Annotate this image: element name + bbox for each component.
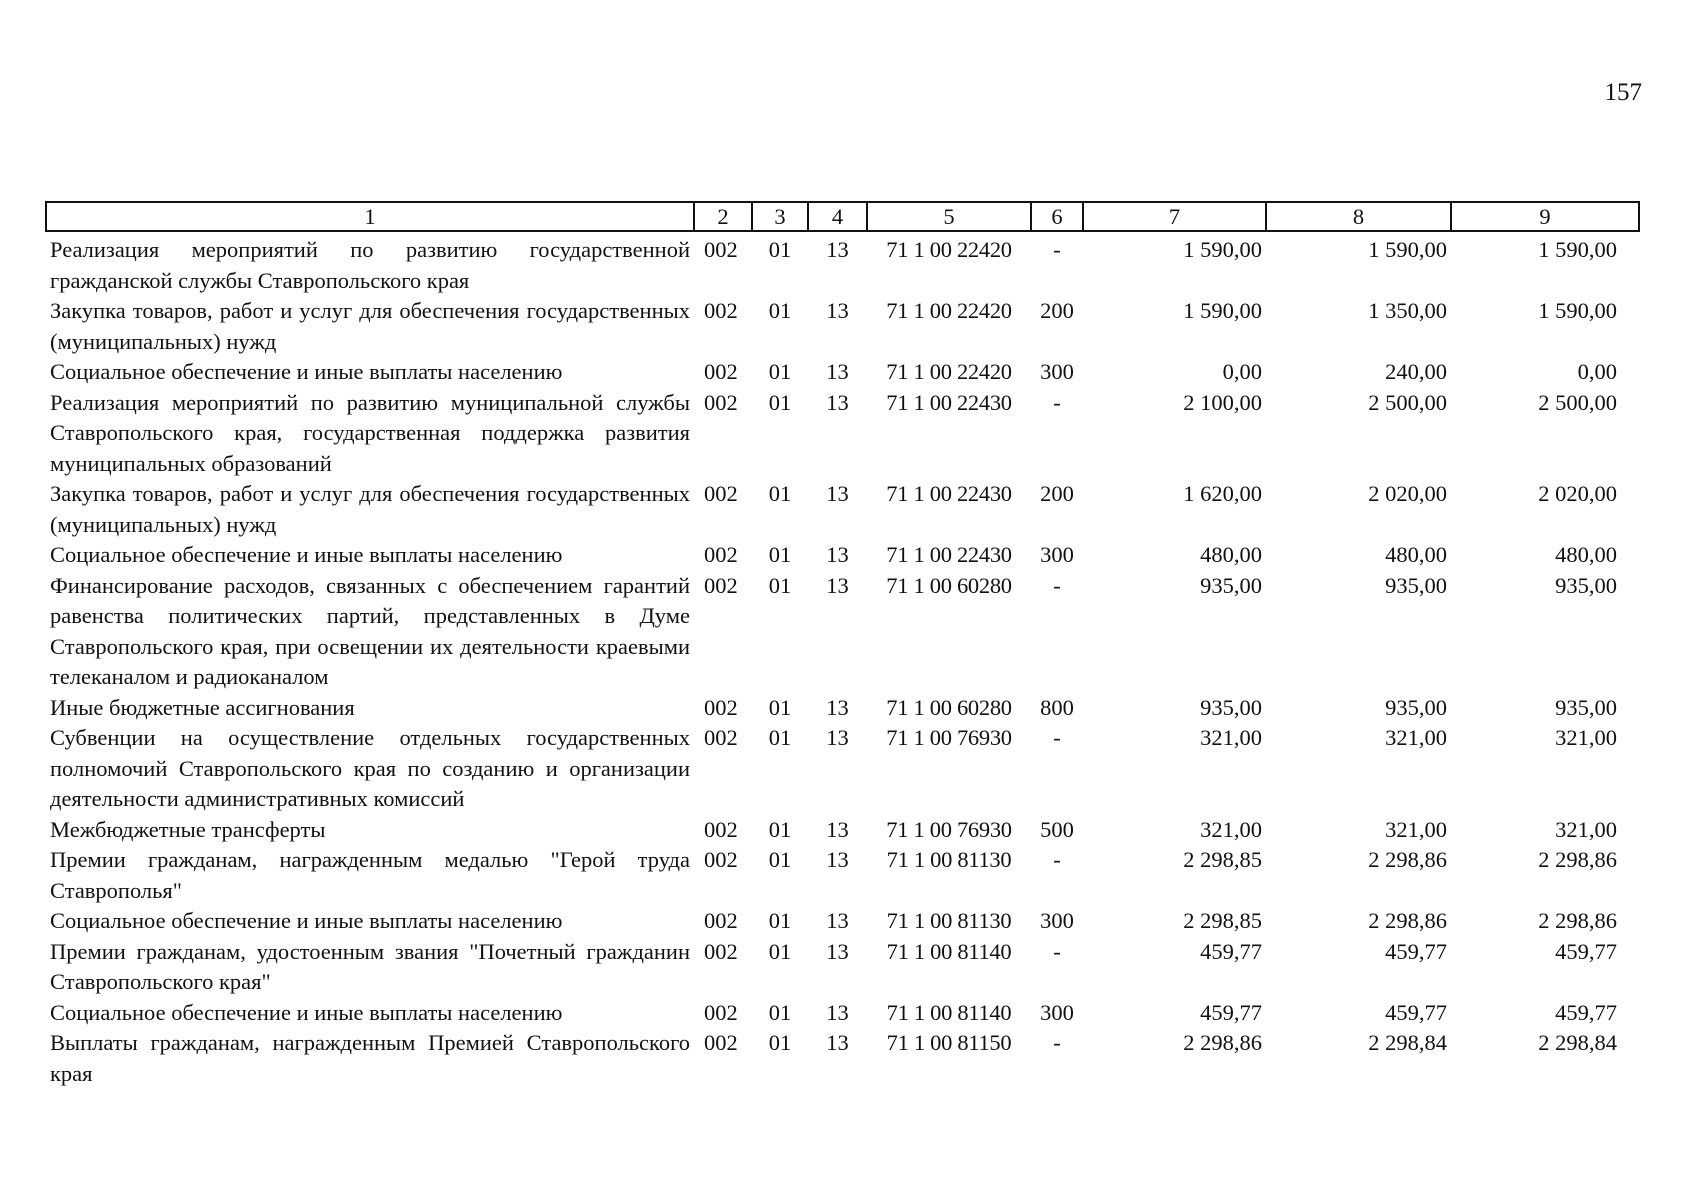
section-code: 01: [768, 694, 792, 720]
header-col-2: 2: [694, 202, 752, 231]
table-row: [46, 723, 1639, 815]
ministry-code: 002: [704, 694, 738, 720]
table-row: [46, 693, 1639, 724]
expense-name: Премии гражданам, награжденным медалью "Герой труда Ставрополья": [50, 847, 690, 903]
ministry-code: 002: [704, 237, 738, 262]
ministry-code: 002: [704, 542, 738, 567]
expense-name: Социальное обеспечение и иные выплаты населению: [50, 999, 563, 1025]
ministry-code: 002: [704, 359, 738, 384]
expense-type-code: -: [1053, 237, 1061, 262]
amount-col-9: 2 298,86: [1538, 847, 1617, 872]
section-code: 01: [768, 847, 792, 872]
amount-col-7: 0,00: [1222, 359, 1262, 384]
expense-name: Выплаты гражданам, награжденным Премией Ставропольского края: [50, 1030, 690, 1086]
page-number: 157: [1604, 79, 1642, 106]
header-col-9: 9: [1451, 202, 1639, 231]
amount-col-8: 2 020,00: [1368, 481, 1447, 506]
header-col-1: 1: [46, 202, 694, 231]
ministry-code: 002: [704, 1030, 738, 1055]
table-row: [46, 231, 1639, 296]
ministry-code: 002: [704, 816, 738, 842]
expense-type-code: -: [1053, 1030, 1061, 1055]
expense-type-code: 500: [1040, 816, 1074, 842]
section-code: 01: [768, 572, 792, 598]
ministry-code: 002: [704, 847, 738, 872]
target-article-code: 71 1 00 81130: [886, 847, 1012, 872]
subsection-code: 13: [826, 389, 849, 415]
header-col-8: 8: [1266, 202, 1451, 231]
section-code: 01: [768, 999, 792, 1025]
table-row: [46, 388, 1639, 480]
ministry-code: 002: [704, 938, 738, 964]
subsection-code: 13: [826, 725, 849, 750]
header-col-6: 6: [1031, 202, 1083, 231]
amount-col-8: 2 298,86: [1368, 847, 1447, 872]
expense-name: Премии гражданам, удостоенным звания "Почетный гражданин Ставропольского края": [50, 938, 690, 994]
amount-col-8: 459,77: [1385, 938, 1447, 964]
amount-col-7: 935,00: [1200, 572, 1262, 598]
budget-table: [45, 201, 1640, 1089]
amount-col-9: 935,00: [1555, 694, 1617, 720]
section-code: 01: [768, 481, 792, 506]
amount-col-8: 2 298,84: [1368, 1030, 1447, 1055]
expense-name: Реализация мероприятий по развитию муниципальной службы Ставропольского края, государственная поддержка развития муниципальных образований: [50, 389, 690, 476]
expense-name: Закупка товаров, работ и услуг для обеспечения государственных (муниципальных) нужд: [50, 481, 690, 537]
subsection-code: 13: [826, 694, 849, 720]
amount-col-7: 2 298,85: [1183, 847, 1262, 872]
expense-type-code: 300: [1040, 908, 1074, 933]
amount-col-8: 321,00: [1385, 725, 1447, 750]
expense-type-code: 200: [1040, 298, 1074, 323]
expense-type-code: 300: [1040, 542, 1074, 567]
amount-col-9: 2 298,86: [1538, 908, 1617, 933]
amount-col-8: 240,00: [1385, 359, 1447, 384]
target-article-code: 71 1 00 81150: [886, 1030, 1012, 1055]
subsection-code: 13: [826, 938, 849, 964]
amount-col-9: 459,77: [1555, 999, 1617, 1025]
expense-name: Закупка товаров, работ и услуг для обеспечения государственных (муниципальных) нужд: [50, 298, 690, 354]
table-row: [46, 357, 1639, 388]
target-article-code: 71 1 00 81130: [886, 908, 1012, 933]
amount-col-7: 2 298,85: [1183, 908, 1262, 933]
expense-name: Субвенции на осуществление отдельных государственных полномочий Ставропольского края по созданию и организации деятельности административных комиссий: [50, 725, 690, 811]
section-code: 01: [768, 389, 792, 415]
subsection-code: 13: [826, 542, 849, 567]
ministry-code: 002: [704, 999, 738, 1025]
ministry-code: 002: [704, 908, 738, 933]
table-row: [46, 296, 1639, 357]
amount-col-9: 1 590,00: [1538, 237, 1617, 262]
amount-col-8: 2 500,00: [1368, 389, 1447, 415]
table-row: [46, 1028, 1639, 1089]
amount-col-8: 321,00: [1385, 816, 1447, 842]
table-row: [46, 937, 1639, 998]
target-article-code: 71 1 00 76930: [886, 816, 1012, 842]
expense-name: Межбюджетные трансферты: [50, 816, 326, 842]
target-article-code: 71 1 00 22420: [886, 237, 1012, 262]
table-header: [46, 202, 1639, 231]
subsection-code: 13: [826, 1030, 849, 1055]
ministry-code: 002: [704, 572, 738, 598]
expense-type-code: -: [1053, 572, 1061, 598]
section-code: 01: [768, 938, 792, 964]
subsection-code: 13: [826, 298, 849, 323]
subsection-code: 13: [826, 816, 849, 842]
expense-type-code: -: [1053, 389, 1061, 415]
expense-type-code: 300: [1040, 359, 1074, 384]
table-row: [46, 815, 1639, 846]
expense-type-code: 300: [1040, 999, 1074, 1025]
amount-col-9: 321,00: [1555, 725, 1617, 750]
header-col-7: 7: [1083, 202, 1266, 231]
table-row: [46, 845, 1639, 906]
target-article-code: 71 1 00 22420: [886, 298, 1012, 323]
target-article-code: 71 1 00 60280: [886, 694, 1012, 720]
target-article-code: 71 1 00 76930: [886, 725, 1012, 750]
amount-col-8: 935,00: [1385, 572, 1447, 598]
subsection-code: 13: [826, 572, 849, 598]
subsection-code: 13: [826, 237, 849, 262]
target-article-code: 71 1 00 22430: [886, 389, 1012, 415]
expense-type-code: 200: [1040, 481, 1074, 506]
subsection-code: 13: [826, 847, 849, 872]
section-code: 01: [768, 1030, 792, 1055]
amount-col-9: 321,00: [1555, 816, 1617, 842]
header-col-5: 5: [867, 202, 1031, 231]
table-body: [46, 231, 1639, 1089]
amount-col-7: 1 590,00: [1183, 298, 1262, 323]
expense-name: Социальное обеспечение и иные выплаты населению: [50, 542, 563, 567]
subsection-code: 13: [826, 481, 849, 506]
header-col-4: 4: [808, 202, 867, 231]
amount-col-7: 2 298,86: [1183, 1030, 1262, 1055]
amount-col-7: 459,77: [1200, 938, 1262, 964]
amount-col-7: 459,77: [1200, 999, 1262, 1025]
expense-type-code: 800: [1040, 694, 1074, 720]
amount-col-9: 459,77: [1555, 938, 1617, 964]
expense-type-code: -: [1053, 725, 1061, 750]
amount-col-9: 2 500,00: [1538, 389, 1617, 415]
section-code: 01: [768, 816, 792, 842]
amount-col-7: 935,00: [1200, 694, 1262, 720]
amount-col-7: 480,00: [1200, 542, 1262, 567]
ministry-code: 002: [704, 725, 738, 750]
target-article-code: 71 1 00 81140: [886, 938, 1012, 964]
amount-col-9: 0,00: [1577, 359, 1617, 384]
ministry-code: 002: [704, 298, 738, 323]
amount-col-7: 1 590,00: [1183, 237, 1262, 262]
expense-name: Социальное обеспечение и иные выплаты населению: [50, 359, 563, 384]
amount-col-9: 1 590,00: [1538, 298, 1617, 323]
expense-type-code: -: [1053, 847, 1061, 872]
expense-name: Реализация мероприятий по развитию государственной гражданской службы Ставропольского края: [50, 237, 690, 293]
target-article-code: 71 1 00 60280: [886, 572, 1012, 598]
section-code: 01: [768, 908, 792, 933]
amount-col-8: 459,77: [1385, 999, 1447, 1025]
header-row: [46, 202, 1639, 231]
amount-col-7: 2 100,00: [1183, 389, 1262, 415]
section-code: 01: [768, 359, 792, 384]
table-row: [46, 998, 1639, 1029]
section-code: 01: [768, 237, 792, 262]
amount-col-8: 2 298,86: [1368, 908, 1447, 933]
amount-col-8: 935,00: [1385, 694, 1447, 720]
amount-col-9: 2 298,84: [1538, 1030, 1617, 1055]
section-code: 01: [768, 298, 792, 323]
table-row: [46, 906, 1639, 937]
amount-col-9: 480,00: [1555, 542, 1617, 567]
expense-type-code: -: [1053, 938, 1061, 964]
table-row: [46, 571, 1639, 693]
target-article-code: 71 1 00 22430: [886, 542, 1012, 567]
table-row: [46, 540, 1639, 571]
expense-name: Социальное обеспечение и иные выплаты населению: [50, 908, 563, 933]
target-article-code: 71 1 00 22420: [886, 359, 1012, 384]
amount-col-8: 1 590,00: [1368, 237, 1447, 262]
target-article-code: 71 1 00 22430: [886, 481, 1012, 506]
amount-col-9: 2 020,00: [1538, 481, 1617, 506]
subsection-code: 13: [826, 999, 849, 1025]
expense-name: Финансирование расходов, связанных с обеспечением гарантий равенства политических партий, представленных в Думе Ставропольского края, при освещении их деятельности краевыми телеканалом и радиоканалом: [50, 572, 690, 689]
amount-col-8: 1 350,00: [1368, 298, 1447, 323]
amount-col-8: 480,00: [1385, 542, 1447, 567]
table-row: [46, 479, 1639, 540]
expense-name: Иные бюджетные ассигнования: [50, 694, 355, 720]
ministry-code: 002: [704, 481, 738, 506]
amount-col-9: 935,00: [1555, 572, 1617, 598]
target-article-code: 71 1 00 81140: [886, 999, 1012, 1025]
amount-col-7: 321,00: [1200, 816, 1262, 842]
header-col-3: 3: [752, 202, 808, 231]
subsection-code: 13: [826, 359, 849, 384]
amount-col-7: 321,00: [1200, 725, 1262, 750]
amount-col-7: 1 620,00: [1183, 481, 1262, 506]
section-code: 01: [768, 542, 792, 567]
subsection-code: 13: [826, 908, 849, 933]
section-code: 01: [768, 725, 792, 750]
ministry-code: 002: [704, 389, 738, 415]
